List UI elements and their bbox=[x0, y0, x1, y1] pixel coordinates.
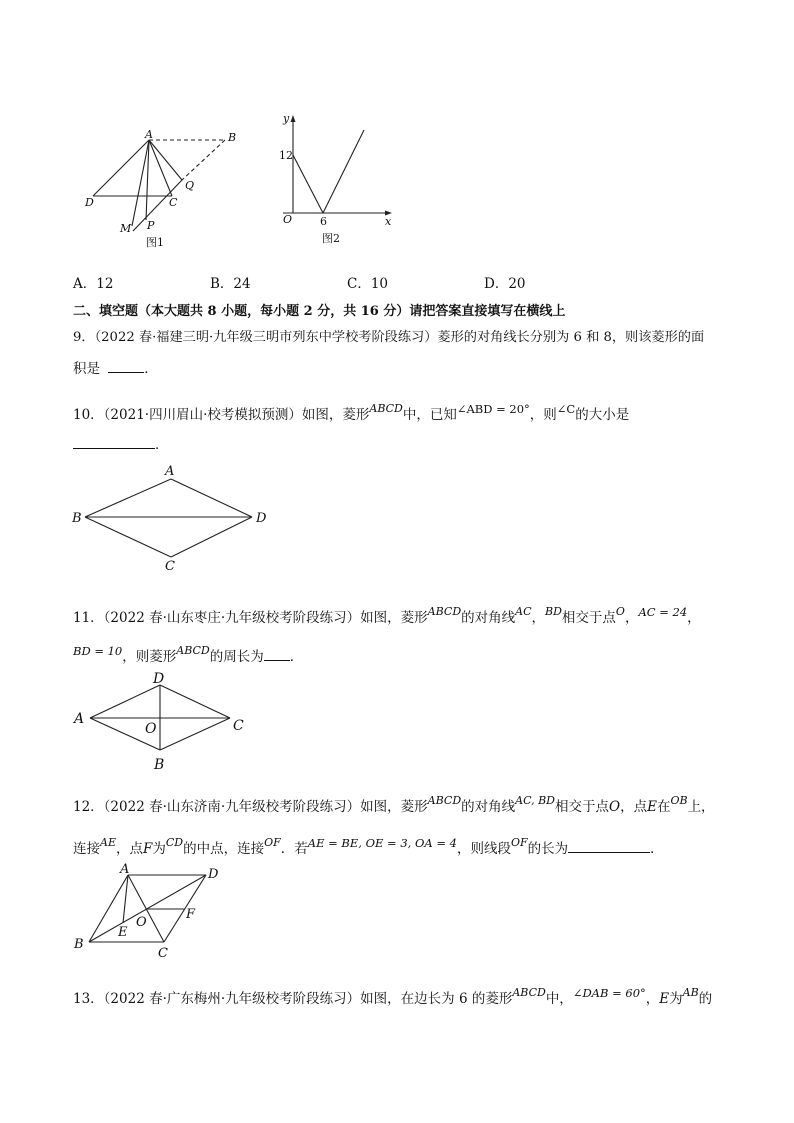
segment-AC bbox=[149, 140, 172, 196]
q12-text: 的对角线 bbox=[461, 799, 516, 815]
segment-BQ-dashed bbox=[182, 140, 225, 180]
math-angle-DAB: ∠DAB = 60° bbox=[572, 986, 646, 1000]
option-b-letter: B． bbox=[210, 276, 234, 292]
answer-blank bbox=[73, 436, 155, 449]
section-heading: 二、填空题（本大题共 8 小题，每小题 2 分，共 16 分）请把答案直接填写在横线上 bbox=[73, 304, 566, 319]
q12-text: 的中点，连接 bbox=[183, 841, 265, 857]
label-D: D bbox=[208, 867, 219, 882]
q11-text: ， bbox=[531, 610, 546, 626]
q11-text: 11．（2022 春·山东枣庄·九年级校考阶段练习）如图，菱形 bbox=[73, 610, 428, 626]
fig1-label-C: C bbox=[169, 196, 178, 209]
option-c-value: 10 bbox=[370, 276, 389, 292]
q10-line2 bbox=[73, 433, 169, 453]
segment-CB bbox=[85, 517, 171, 557]
math-ABCD: ABCD bbox=[369, 402, 403, 415]
option-a bbox=[73, 272, 113, 292]
fig1-label-A: A bbox=[145, 128, 153, 141]
math-OB: OB bbox=[670, 794, 688, 807]
option-d-letter: D． bbox=[484, 276, 509, 292]
q10-figure bbox=[65, 460, 280, 575]
axis-label-x: x bbox=[385, 215, 392, 228]
fig1-label-M: M bbox=[120, 222, 132, 235]
q10-text: 中，已知 bbox=[402, 407, 457, 423]
q10-text: 10．（2021·四川眉山·校考模拟预测）如图，菱形 bbox=[73, 407, 370, 423]
option-d-value: 20 bbox=[508, 276, 526, 292]
q11-text: 的对角线 bbox=[461, 610, 516, 626]
q12-line1 bbox=[73, 795, 715, 815]
math-E: E bbox=[659, 991, 670, 1007]
math-BD-10: BD = 10 bbox=[73, 644, 123, 658]
q11-end: ． bbox=[289, 649, 304, 665]
figure-1 bbox=[80, 128, 250, 253]
math-AC-24: AC = 24 bbox=[638, 605, 688, 619]
math-AC-BD: AC, BD bbox=[515, 794, 556, 807]
label-C: C bbox=[165, 559, 175, 574]
fig1-label-D: D bbox=[85, 196, 94, 209]
q12-text: 连接 bbox=[73, 841, 100, 857]
segment-AQ bbox=[149, 140, 182, 180]
math-angle-C: ∠C bbox=[556, 402, 576, 416]
y-axis-arrow-icon bbox=[291, 115, 296, 122]
q12-text: 上， bbox=[687, 799, 715, 815]
q10-text: 的大小是 bbox=[575, 407, 630, 423]
q10-line1 bbox=[73, 403, 629, 423]
label-A: A bbox=[165, 464, 175, 479]
figure-2 bbox=[275, 110, 400, 250]
origin-label: O bbox=[283, 213, 293, 226]
q12-text: ．若 bbox=[280, 841, 308, 857]
tick-label-12: 12 bbox=[279, 149, 293, 162]
math-OF: OF bbox=[510, 836, 528, 849]
q9-end: ． bbox=[144, 361, 158, 377]
math-angle-ABD: ∠ABD = 20° bbox=[456, 402, 530, 416]
segment-DC bbox=[171, 517, 252, 557]
q13-text: 的 bbox=[698, 991, 713, 1007]
option-b bbox=[210, 272, 251, 292]
fig2-caption: 图2 bbox=[322, 232, 340, 245]
axis-label-y: y bbox=[283, 112, 290, 125]
fig1-label-B: B bbox=[228, 131, 237, 144]
math-AE: AE bbox=[100, 836, 116, 849]
q12-end: ． bbox=[650, 841, 664, 857]
q12-figure bbox=[68, 860, 238, 960]
q12-text: 相交于点 bbox=[555, 799, 610, 815]
label-D: D bbox=[153, 671, 165, 687]
q12-text: 为 bbox=[152, 841, 166, 857]
q11-text: ， bbox=[624, 610, 639, 626]
graph-segment-ascending bbox=[323, 130, 364, 213]
tick-label-6: 6 bbox=[320, 215, 327, 228]
math-AC: AC bbox=[515, 605, 532, 618]
segment-BA bbox=[85, 479, 171, 517]
q11-text: 的周长为 bbox=[209, 649, 264, 665]
label-A: A bbox=[120, 862, 130, 877]
answer-blank bbox=[568, 840, 650, 853]
label-O: O bbox=[136, 915, 147, 930]
segment-AD bbox=[90, 685, 160, 718]
graph-segment-descending bbox=[293, 155, 323, 213]
q12-line2 bbox=[73, 837, 664, 857]
math-ABCD: ABCD bbox=[427, 794, 462, 807]
fig1-caption: 图1 bbox=[146, 236, 164, 249]
math-conditions: AE = BE, OE = 3, OA = 4 bbox=[307, 836, 457, 850]
math-ABCD: ABCD bbox=[427, 605, 462, 618]
q13-text: 13．（2022 春·广东梅州·九年级校考阶段练习）如图，在边长为 6 的菱形 bbox=[73, 991, 513, 1007]
q13-line1 bbox=[73, 987, 712, 1007]
q13-text: ， bbox=[645, 991, 660, 1007]
label-B: B bbox=[72, 511, 82, 526]
q11-line1 bbox=[73, 606, 701, 626]
option-a-value: 12 bbox=[96, 276, 114, 292]
q12-text: ，点 bbox=[620, 799, 648, 815]
q9-line2 bbox=[73, 357, 158, 377]
label-A: A bbox=[74, 711, 85, 727]
math-CD: CD bbox=[165, 836, 184, 849]
option-a-letter: A． bbox=[73, 276, 97, 292]
q12-text: 的长为 bbox=[527, 841, 569, 857]
q11-text: ，则菱形 bbox=[122, 649, 177, 665]
label-E: E bbox=[118, 925, 128, 940]
q11-figure bbox=[70, 668, 255, 773]
label-B: B bbox=[154, 757, 165, 773]
option-c bbox=[347, 272, 388, 292]
q12-text: ，则线段 bbox=[456, 841, 511, 857]
math-O: O bbox=[615, 605, 625, 618]
segment-CB bbox=[160, 718, 230, 750]
segment-DC bbox=[160, 685, 230, 718]
q11-text: ， bbox=[687, 610, 701, 626]
q10-text: ，则 bbox=[529, 407, 557, 423]
fig1-label-Q: Q bbox=[185, 179, 195, 192]
q9-text: 积是 bbox=[73, 361, 100, 377]
label-F: F bbox=[186, 907, 196, 922]
math-F: F bbox=[142, 841, 153, 857]
fig1-label-P: P bbox=[147, 219, 155, 232]
q12-text: ，点 bbox=[115, 841, 143, 857]
option-c-letter: C． bbox=[347, 276, 371, 292]
option-d bbox=[484, 272, 526, 292]
q12-text: 在 bbox=[656, 799, 671, 815]
q13-text: 中， bbox=[545, 991, 573, 1007]
math-O: O bbox=[609, 799, 621, 815]
label-B: B bbox=[74, 937, 84, 952]
q12-text: 12．（2022 春·山东济南·九年级校考阶段练习）如图，菱形 bbox=[73, 799, 428, 815]
q13-text: 为 bbox=[669, 991, 683, 1007]
segment-AD bbox=[171, 479, 252, 517]
answer-blank bbox=[108, 360, 144, 373]
q11-text: 相交于点 bbox=[561, 610, 616, 626]
answer-blank bbox=[264, 648, 290, 661]
segment-AD bbox=[93, 140, 149, 196]
label-D: D bbox=[256, 511, 267, 526]
math-AB: AB bbox=[682, 986, 699, 999]
q9-line1: 9．（2022 春·福建三明·九年级三明市列东中学校考阶段练习）菱形的对角线长分别为 6 和 8，则该菱形的面 bbox=[73, 330, 705, 345]
q10-end: ． bbox=[155, 437, 169, 453]
math-ABCD: ABCD bbox=[176, 644, 210, 657]
math-ABCD: ABCD bbox=[512, 986, 546, 999]
option-b-value: 24 bbox=[233, 276, 251, 292]
label-C: C bbox=[158, 946, 168, 960]
q11-line2 bbox=[73, 645, 303, 665]
math-BD: BD bbox=[545, 605, 562, 618]
label-C: C bbox=[233, 718, 244, 734]
label-O: O bbox=[145, 721, 157, 737]
math-OF: OF bbox=[264, 836, 281, 849]
math-E: E bbox=[647, 799, 657, 815]
